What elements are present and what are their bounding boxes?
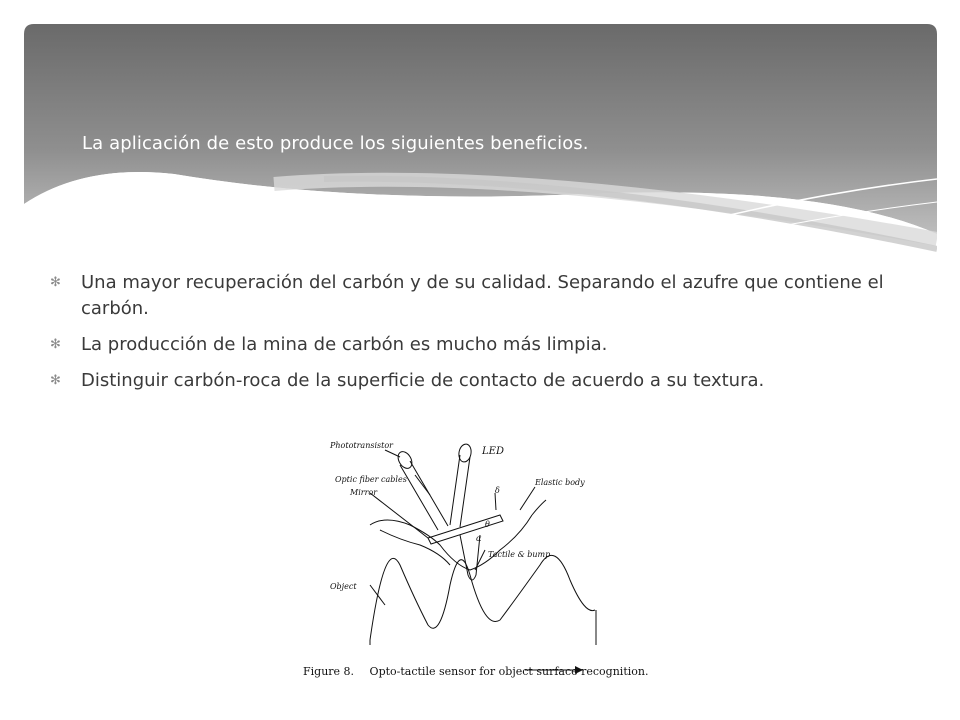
bullet-item [50,270,910,322]
figure-caption-number: Figure 8. [303,665,355,678]
label-mirror: Mirror [350,488,378,497]
label-tactile-bump: Tactile & bump [488,550,551,559]
label-delta: δ [495,486,500,495]
label-elastic-body: Elastic body [535,478,585,487]
bullet-item [50,368,910,394]
label-object: Object [330,582,357,591]
label-led: LED [482,446,504,457]
bullet-list [50,270,910,404]
label-theta: θ [485,520,490,529]
sensor-diagram [300,435,620,685]
slide-title: La aplicación de esto produce los siguientes beneficios. [82,133,589,154]
label-optic-fiber: Optic fiber cables [335,475,407,484]
figure-caption-text: Opto-tactile sensor for object surface recognition. [369,665,649,678]
snowflake-asterisk-icon: ✻ [50,337,61,352]
figure-caption [303,665,648,678]
bullet-text: Una mayor recuperación del carbón y de su calidad. Separando el azufre que contiene el carbón. [81,272,884,319]
bullet-text: La producción de la mina de carbón es mucho más limpia. [81,334,608,355]
snowflake-asterisk-icon: ✻ [50,373,61,388]
label-phototransistor: Phototransistor [330,441,393,450]
label-alpha: α [476,534,482,543]
bullet-text: Distinguir carbón-roca de la superficie de contacto de acuerdo a su textura. [81,370,765,391]
snowflake-asterisk-icon: ✻ [50,275,61,290]
bullet-item [50,332,910,358]
